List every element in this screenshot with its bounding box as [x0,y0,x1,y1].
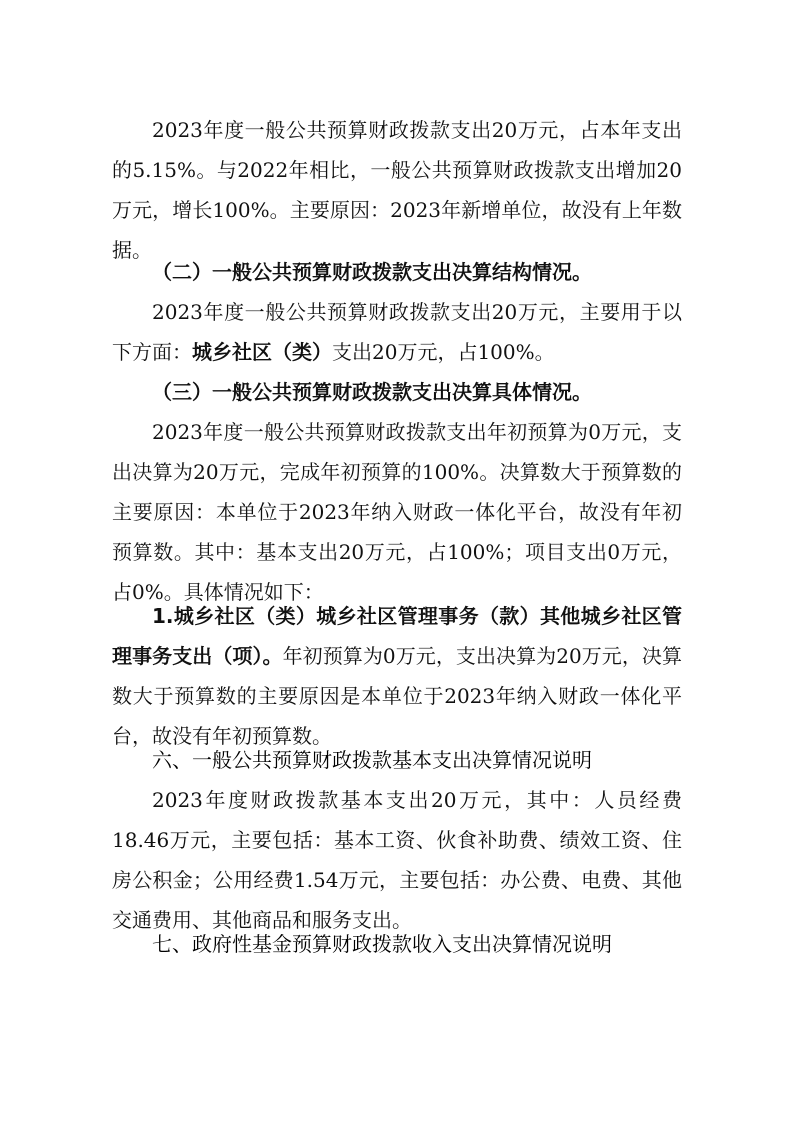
paragraph-structure [112,292,682,372]
item-1-text: 年初预算为0万元，支出决算为20万元，决算数大于预算数的主要原因是本单位于2023年纳入财政一体化平台，故没有年初预算数。 [112,644,682,748]
heading-section-7: 七、政府性基金预算财政拨款收入支出决算情况说明 [152,932,612,956]
heading-section-6: 六、一般公共预算财政拨款基本支出决算情况说明 [152,748,592,772]
heading-detail: （三）一般公共预算财政拨款支出决算具体情况。 [152,380,592,404]
paragraph-basic-expense: 2023年度财政拨款基本支出20万元，其中：人员经费18.46万元，主要包括：基本工资、伙食补助费、绩效工资、住房公积金；公用经费1.54万元，主要包括：办公费、电费、其他交通费用、其他商品和服务支出。 [112,788,682,932]
item-1-title: 1.城乡社区（类）城乡社区管理事务（款）其他城乡社区管理事务支出（项）。 [112,604,682,668]
paragraph-structure-text-a: 2023年度一般公共预算财政拨款支出20万元，主要用于以下方面： [112,300,682,364]
paragraph-structure-text-b: 支出20万元，占100%。 [332,340,555,364]
paragraph-item-1 [112,596,682,756]
paragraph-detail: 2023年度一般公共预算财政拨款支出年初预算为0万元，支出决算为20万元，完成年初预算的100%。决算数大于预算数的主要原因：本单位于2023年纳入财政一体化平台，故没有年初预算数。其中：基本支出20万元，占100%；项目支出0万元，占0%。具体情况如下： [112,420,682,604]
paragraph-structure-category: 城乡社区（类） [192,340,332,364]
paragraph-general-budget-expense: 2023年度一般公共预算财政拨款支出20万元，占本年支出的5.15%。与2022年相比，一般公共预算财政拨款支出增加20万元，增长100%。主要原因：2023年新增单位，故没有上年数据。 [112,118,682,262]
heading-structure: （二）一般公共预算财政拨款支出决算结构情况。 [152,260,592,284]
